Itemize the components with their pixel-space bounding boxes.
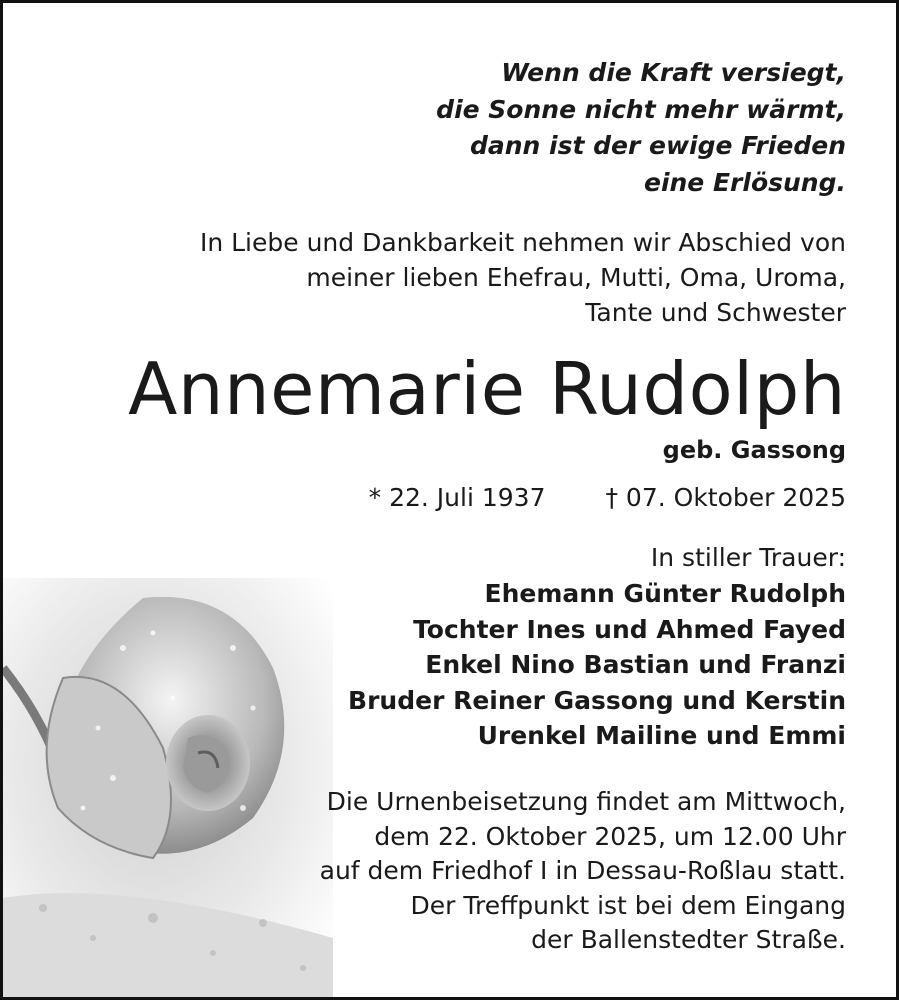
poem-line: Wenn die Kraft versiegt, [501, 58, 846, 87]
service-line: auf dem Friedhof I in Dessau-Roßlau statt. [319, 856, 846, 885]
service-line: der Ballenstedter Straße. [531, 925, 846, 954]
service-line: Die Urnenbeisetzung findet am Mittwoch, [326, 787, 846, 816]
birth-date: * 22. Juli 1937 [368, 483, 546, 512]
mourner: Tochter Ines und Ahmed Fayed [413, 614, 846, 644]
mourner: Bruder Reiner Gassong und Kerstin [348, 685, 846, 715]
funeral-details [320, 785, 846, 958]
service-line: Der Treffpunkt ist bei dem Eingang [410, 890, 846, 920]
mourners-list [348, 576, 846, 754]
death-date: † 07. Oktober 2025 [605, 483, 846, 512]
poem-line: dann ist der ewige Frieden [469, 131, 846, 160]
poem-verse [436, 55, 846, 201]
rose-icon [3, 578, 333, 998]
mourner: Urenkel Mailine und Emmi [477, 721, 846, 750]
mourner: Ehemann Günter Rudolph [484, 579, 846, 608]
farewell-intro [200, 225, 846, 330]
poem-line: eine Erlösung. [643, 167, 846, 197]
mourner: Enkel Nino Bastian und Franzi [425, 650, 846, 679]
poem-line: die Sonne nicht mehr wärmt, [436, 94, 846, 124]
maiden-name: geb. Gassong [662, 436, 846, 464]
deceased-name: Annemarie Rudolph [128, 347, 846, 431]
service-line: dem 22. Oktober 2025, um 12.00 Uhr [374, 821, 846, 851]
life-dates [369, 481, 846, 515]
intro-line: In Liebe und Dankbarkeit nehmen wir Abschied von [199, 228, 846, 257]
intro-line: Tante und Schwester [585, 298, 846, 327]
intro-line: meiner lieben Ehefrau, Mutti, Oma, Uroma, [306, 263, 846, 292]
mourning-label: In stiller Trauer: [650, 543, 846, 572]
